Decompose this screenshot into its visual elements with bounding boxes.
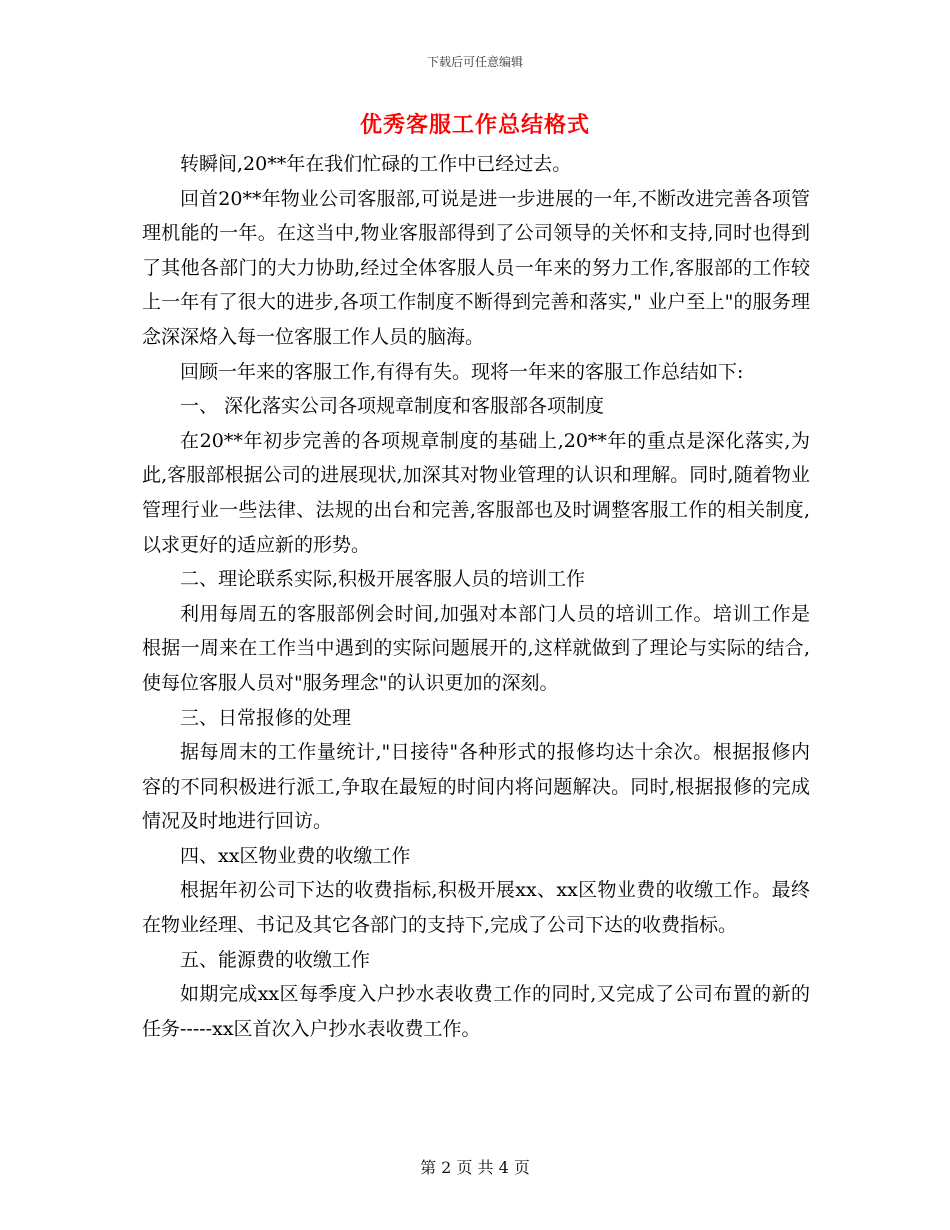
section-body-5: 如期完成xx区每季度入户抄水表收费工作的同时,又完成了公司布置的新的任务-----xx区首次入户抄水表收费工作。 [142,983,810,1040]
document-title: 优秀客服工作总结格式 [359,112,590,138]
section-body-4: 根据年初公司下达的收费指标,积极开展xx、xx区物业费的收缴工作。最终在物业经理、书记及其它各部门的支持下,完成了公司下达的收费指标。 [142,879,810,937]
paragraph-summary-lead: 回顾一年来的客服工作,有得有失。现将一年来的客服工作总结如下: [180,360,744,383]
section-body-1: 在20**年初步完善的各项规章制度的基础上,20**年的重点是深化落实,为此,客服部根据公司的进展现状,加深其对物业管理的认识和理解。同时,随着物业管理行业一些法律、法规的出台和完善,客服部也及时调整客服工作的相关制度,以求更好的适应新的形势。 [142,429,810,556]
section-heading-1: 一、 深化落实公司各项规章制度和客服部各项制度 [180,395,605,418]
page-header-note: 下载后可任意编辑 [426,55,523,69]
section-heading-2: 二、理论联系实际,积极开展客服人员的培训工作 [180,568,586,591]
paragraph-intro: 转瞬间,20**年在我们忙碌的工作中已经过去。 [180,153,572,175]
section-heading-3: 三、日常报修的处理 [180,706,352,729]
section-heading-4: 四、xx区物业费的收缴工作 [180,844,411,867]
document-body [142,147,810,1046]
section-heading-5: 五、能源费的收缴工作 [180,948,371,971]
page-number-footer: 第 2 页 共 4 页 [420,1158,530,1177]
section-body-3: 据每周末的工作量统计,"日接待"各种形式的报修均达十余次。根据报修内容的不同积极进行派工,争取在最短的时间内将问题解决。同时,根据报修的完成情况及时地进行回访。 [142,741,810,833]
paragraph-review: 回首20**年物业公司客服部,可说是进一步进展的一年,不断改进完善各项管理机能的一年。在这当中,物业客服部得到了公司领导的关怀和支持,同时也得到了其他各部门的大力协助,经过全体客服人员一年来的努力工作,客服部的工作较上一年有了很大的进步,各项工作制度不断得到完善和落实," 业户至上"的服务理念深深烙入每一位客服工作人员的脑海。 [142,187,810,348]
section-body-2: 利用每周五的客服部例会时间,加强对本部门人员的培训工作。培训工作是根据一周来在工作当中遇到的实际问题展开的,这样就做到了理论与实际的结合,使每位客服人员对"服务理念"的认识更加的深刻。 [142,602,810,694]
